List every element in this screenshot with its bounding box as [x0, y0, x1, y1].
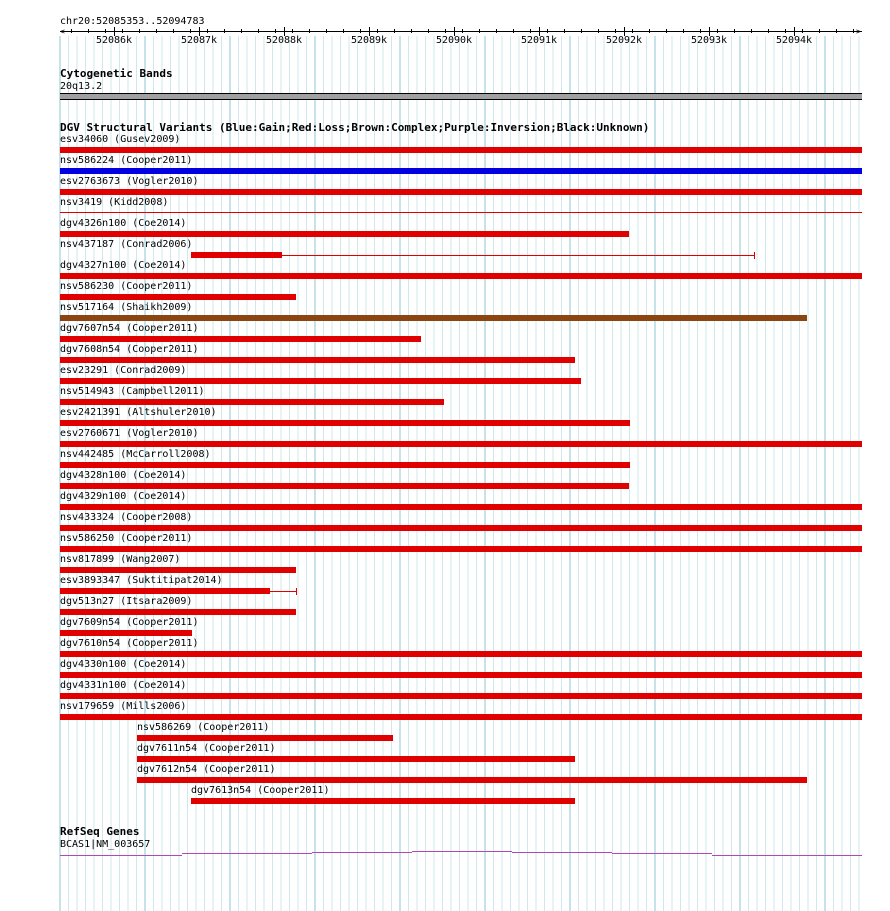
variant-label[interactable]: esv2763673 (Vogler2010) — [60, 176, 199, 187]
variant-label[interactable]: nsv517164 (Shaikh2009) — [60, 302, 193, 313]
variant-label[interactable]: esv2421391 (Altshuler2010) — [60, 407, 217, 418]
ruler-minor-tick — [615, 29, 616, 33]
variant-bar[interactable] — [60, 525, 862, 531]
variant-bar[interactable] — [60, 483, 629, 489]
ruler-minor-tick — [666, 29, 667, 33]
variant-bar[interactable] — [60, 315, 807, 321]
ruler-minor-tick — [785, 29, 786, 33]
ruler-minor-tick — [751, 29, 752, 33]
variant-bar[interactable] — [60, 231, 629, 237]
ruler-tick-label: 52093k — [690, 35, 728, 46]
ruler-minor-tick — [632, 29, 633, 33]
ruler-minor-tick — [581, 29, 582, 33]
variant-label[interactable]: esv3893347 (Suktitipat2014) — [60, 575, 223, 586]
variant-bar[interactable] — [137, 735, 393, 741]
variant-bar[interactable] — [60, 651, 862, 657]
variant-label[interactable]: nsv586230 (Cooper2011) — [60, 281, 193, 292]
variant-label[interactable]: dgv7612n54 (Cooper2011) — [137, 764, 276, 775]
ruler-minor-tick — [88, 29, 89, 33]
ruler-minor-tick — [428, 29, 429, 33]
variant-label[interactable]: dgv4329n100 (Coe2014) — [60, 491, 187, 502]
variant-bar[interactable] — [60, 420, 630, 426]
variant-label[interactable]: dgv4326n100 (Coe2014) — [60, 218, 187, 229]
cytogenetic-title: Cytogenetic Bands — [60, 67, 173, 80]
variant-bar[interactable] — [60, 378, 581, 384]
refseq-gene-segment[interactable] — [312, 852, 412, 853]
refseq-gene-segment[interactable] — [612, 853, 712, 854]
variant-bar[interactable] — [60, 609, 296, 615]
ruler-minor-tick — [207, 29, 208, 33]
variant-label[interactable]: dgv4328n100 (Coe2014) — [60, 470, 187, 481]
ruler-tick-label: 52089k — [350, 35, 388, 46]
variant-bar[interactable] — [60, 273, 862, 279]
variant-label[interactable]: dgv7613n54 (Cooper2011) — [191, 785, 330, 796]
ruler-minor-tick — [683, 29, 684, 33]
variant-label[interactable]: nsv433324 (Cooper2008) — [60, 512, 193, 523]
ruler-minor-tick — [462, 29, 463, 33]
variant-bar[interactable] — [137, 777, 807, 783]
ruler-minor-tick — [326, 29, 327, 33]
variant-bar[interactable] — [60, 189, 862, 195]
dgv-title: DGV Structural Variants (Blue:Gain;Red:Loss;Brown:Complex;Purple:Inversion;Black:Unknown) — [60, 121, 650, 134]
ruler-minor-tick — [173, 29, 174, 33]
variant-bar[interactable] — [191, 252, 282, 258]
variant-label[interactable]: esv34060 (Gusev2009) — [60, 134, 181, 145]
location-label: chr20:52085353..52094783 — [60, 16, 205, 27]
variant-label[interactable]: dgv7607n54 (Cooper2011) — [60, 323, 199, 334]
variant-label[interactable]: nsv817899 (Wang2007) — [60, 554, 181, 565]
ruler-minor-tick — [377, 29, 378, 33]
variant-label[interactable]: dgv7610n54 (Cooper2011) — [60, 638, 199, 649]
cytoband-bar[interactable] — [60, 93, 862, 100]
variant-bar[interactable] — [60, 462, 630, 468]
ruler-minor-tick — [802, 29, 803, 33]
ruler-tick-label: 52087k — [180, 35, 218, 46]
ruler-minor-tick — [547, 29, 548, 33]
variant-label[interactable]: nsv586250 (Cooper2011) — [60, 533, 193, 544]
variant-label[interactable]: nsv442485 (McCarroll2008) — [60, 449, 211, 460]
ruler-minor-tick — [598, 29, 599, 33]
variant-label[interactable]: dgv7611n54 (Cooper2011) — [137, 743, 276, 754]
ruler-left-arrow: < — [60, 27, 65, 36]
variant-extension-line[interactable] — [282, 255, 754, 256]
variant-bar[interactable] — [191, 798, 575, 804]
ruler-minor-tick — [156, 29, 157, 33]
refseq-gene-segment[interactable] — [60, 855, 182, 856]
ruler-axis — [60, 31, 862, 32]
variant-label[interactable]: nsv586269 (Cooper2011) — [137, 722, 270, 733]
ruler-minor-tick — [564, 29, 565, 33]
ruler-minor-tick — [836, 29, 837, 33]
ruler-minor-tick — [649, 29, 650, 33]
variant-end-cap — [296, 588, 297, 595]
variant-label[interactable]: nsv514943 (Campbell2011) — [60, 386, 205, 397]
variant-label[interactable]: nsv437187 (Conrad2006) — [60, 239, 193, 250]
variant-label[interactable]: esv23291 (Conrad2009) — [60, 365, 187, 376]
ruler-tick-label: 52088k — [265, 35, 303, 46]
refseq-gene-segment[interactable] — [412, 851, 512, 852]
variant-bar[interactable] — [60, 588, 270, 594]
ruler-minor-tick — [258, 29, 259, 33]
ruler-minor-tick — [309, 29, 310, 33]
ruler-tick-label: 52094k — [775, 35, 813, 46]
ruler-minor-tick — [224, 29, 225, 33]
refseq-gene-segment[interactable] — [182, 853, 312, 854]
ruler-minor-tick — [853, 29, 854, 33]
ruler-minor-tick — [734, 29, 735, 33]
variant-bar[interactable] — [60, 212, 862, 213]
ruler-minor-tick — [411, 29, 412, 33]
variant-label[interactable]: esv2760671 (Vogler2010) — [60, 428, 199, 439]
ruler-tick-label: 52091k — [520, 35, 558, 46]
ruler-minor-tick — [360, 29, 361, 33]
variant-label[interactable]: dgv4331n100 (Coe2014) — [60, 680, 187, 691]
ruler-minor-tick — [105, 29, 106, 33]
ruler-right-arrow: > — [856, 27, 861, 36]
variant-label[interactable]: dgv4330n100 (Coe2014) — [60, 659, 187, 670]
refseq-gene-segment[interactable] — [512, 852, 612, 853]
ruler-minor-tick — [530, 29, 531, 33]
variant-label[interactable]: dgv7609n54 (Cooper2011) — [60, 617, 199, 628]
ruler-minor-tick — [190, 29, 191, 33]
variant-bar[interactable] — [60, 168, 862, 174]
variant-label[interactable]: nsv3419 (Kidd2008) — [60, 197, 169, 208]
variant-label[interactable]: nsv179659 (Mills2006) — [60, 701, 187, 712]
ruler-minor-tick — [343, 29, 344, 33]
variant-bar[interactable] — [60, 399, 444, 405]
ruler-minor-tick — [513, 29, 514, 33]
ruler-minor-tick — [394, 29, 395, 33]
variant-bar[interactable] — [60, 630, 192, 636]
ruler-minor-tick — [241, 29, 242, 33]
ruler-minor-tick — [496, 29, 497, 33]
ruler-minor-tick — [479, 29, 480, 33]
ruler-minor-tick — [122, 29, 123, 33]
variant-bar[interactable] — [137, 756, 575, 762]
variant-bar[interactable] — [60, 714, 862, 720]
variant-bar[interactable] — [60, 147, 862, 153]
ruler-tick-label: 52092k — [605, 35, 643, 46]
ruler-tick-label: 52090k — [435, 35, 473, 46]
variant-label[interactable]: nsv586224 (Cooper2011) — [60, 155, 193, 166]
cytoband-label: 20q13.2 — [60, 81, 103, 92]
variant-label[interactable]: dgv513n27 (Itsara2009) — [60, 596, 193, 607]
ruler-minor-tick — [275, 29, 276, 33]
variant-bar[interactable] — [60, 336, 421, 342]
variant-label[interactable]: dgv7608n54 (Cooper2011) — [60, 344, 199, 355]
variant-end-cap — [754, 252, 755, 259]
variant-bar[interactable] — [60, 294, 296, 300]
variant-bar[interactable] — [60, 567, 296, 573]
variant-bar[interactable] — [60, 672, 862, 678]
ruler-minor-tick — [445, 29, 446, 33]
ruler-minor-tick — [768, 29, 769, 33]
ruler-minor-tick — [71, 29, 72, 33]
variant-extension-line[interactable] — [270, 591, 296, 592]
ruler-minor-tick — [139, 29, 140, 33]
refseq-title: RefSeq Genes — [60, 825, 140, 838]
ruler-tick-label: 52086k — [95, 35, 133, 46]
variant-label[interactable]: dgv4327n100 (Coe2014) — [60, 260, 187, 271]
ruler-minor-tick — [292, 29, 293, 33]
variant-bar[interactable] — [60, 357, 575, 363]
ruler-minor-tick — [717, 29, 718, 33]
refseq-gene-label: BCAS1|NM_003657 — [60, 839, 151, 850]
ruler-minor-tick — [700, 29, 701, 33]
refseq-gene-segment[interactable] — [712, 855, 862, 856]
variant-bar[interactable] — [60, 546, 862, 552]
variant-bar[interactable] — [60, 693, 862, 699]
ruler-minor-tick — [819, 29, 820, 33]
variant-bar[interactable] — [60, 441, 862, 447]
variant-bar[interactable] — [60, 504, 862, 510]
